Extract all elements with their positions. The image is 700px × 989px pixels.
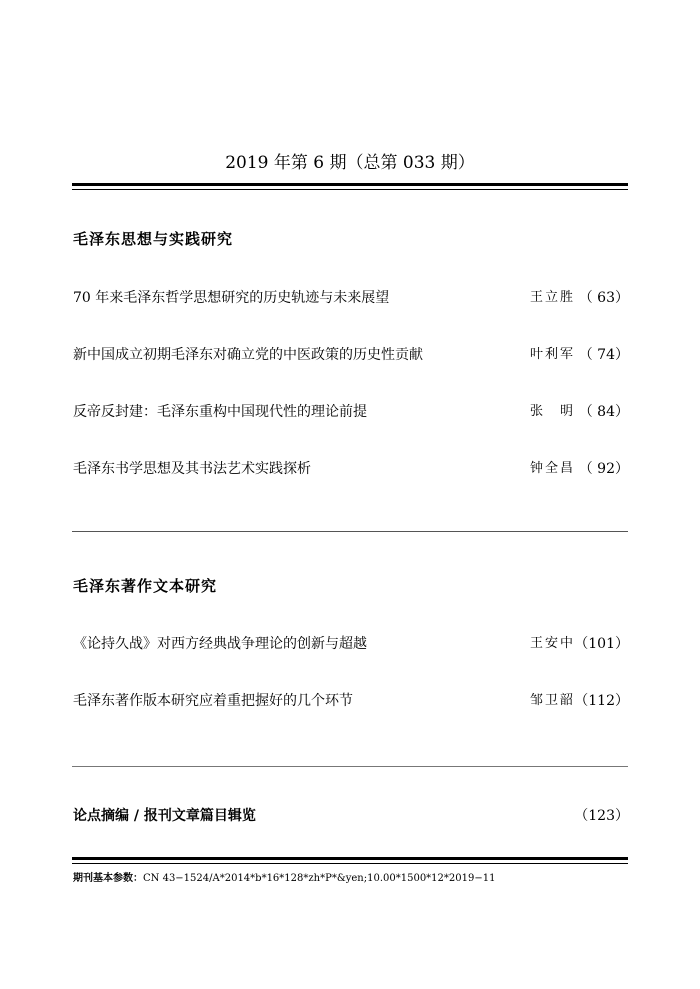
issue-title: 2019 年第 6 期（总第 033 期） [225, 153, 475, 173]
entry-title: 新中国成立初期毛泽东对确立党的中医政策的历史性贡献 [73, 347, 423, 363]
section-divider [72, 766, 628, 767]
entry-author: 钟全昌 [530, 461, 576, 476]
toc-entry [73, 343, 629, 367]
toc-entry [73, 632, 629, 656]
toc-entry [73, 286, 629, 310]
entry-author: 叶利军 [530, 347, 576, 362]
entry-title: 70 年来毛泽东哲学思想研究的历史轨迹与未来展望 [73, 290, 390, 306]
bottom-double-rule [72, 857, 628, 864]
digest-entry [73, 804, 629, 828]
params-value: CN 43−1524/A*2014*b*16*128*zh*P*&yen;10.00*1500*12*2019−11 [143, 873, 496, 884]
section-title-works-text: 毛泽东著作文本研究 [73, 577, 218, 595]
entry-author: 王立胜 [530, 290, 576, 305]
entry-page: （ 92） [578, 461, 629, 477]
entry-page: （112） [574, 693, 629, 709]
entry-page: （ 74） [578, 347, 629, 363]
digest-page: （123） [574, 808, 629, 824]
entry-page: （ 84） [578, 404, 629, 420]
top-double-rule [72, 183, 628, 190]
toc-entry [73, 400, 629, 424]
digest-title: 论点摘编 / 报刊文章篇目辑览 [73, 808, 256, 824]
params-label: 期刊基本参数： [73, 873, 143, 884]
entry-author: 张 明 [530, 404, 576, 419]
entry-title: 《论持久战》对西方经典战争理论的创新与超越 [73, 636, 367, 652]
section-title-thought-practice: 毛泽东思想与实践研究 [73, 230, 234, 248]
journal-parameters [73, 872, 495, 886]
entry-title: 毛泽东书学思想及其书法艺术实践探析 [73, 461, 311, 477]
entry-author: 王安中 [530, 636, 576, 651]
toc-entry [73, 689, 629, 713]
entry-author: 邹卫韶 [530, 693, 576, 708]
section-divider [72, 531, 628, 532]
toc-entry [73, 457, 629, 481]
entry-page: （ 63） [578, 290, 629, 306]
entry-page: （101） [574, 636, 629, 652]
entry-title: 反帝反封建：毛泽东重构中国现代性的理论前提 [73, 404, 367, 420]
entry-title: 毛泽东著作版本研究应着重把握好的几个环节 [73, 693, 353, 709]
